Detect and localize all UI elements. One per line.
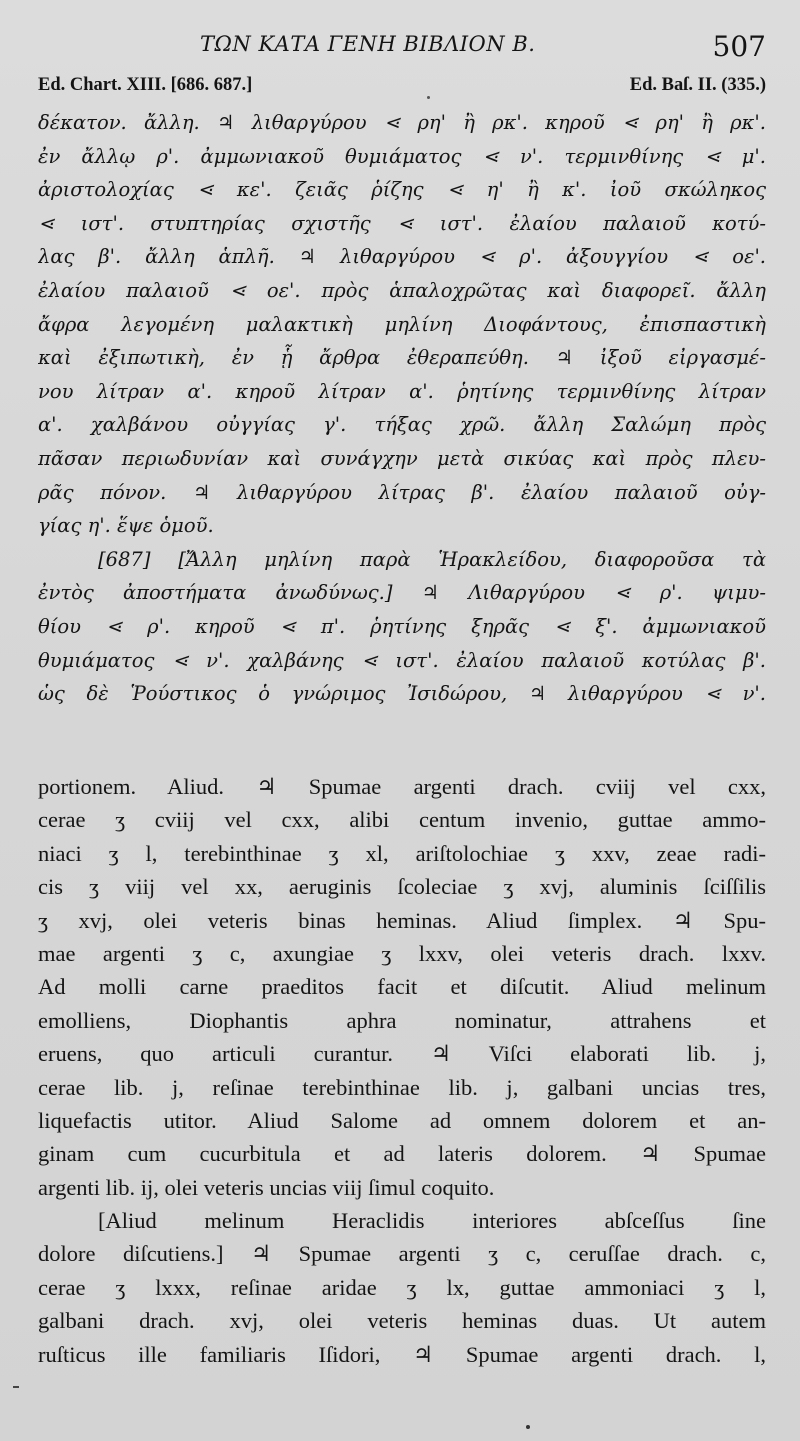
page-number: 507 xyxy=(712,30,766,63)
latin-text-block xyxy=(38,770,766,1371)
edition-chartier: Ed. Chart. XIII. [686. 687.] xyxy=(38,75,253,95)
greek-line: πᾶσαν περιωδυνίαν καὶ συνάγχην μετὰ σικύας καὶ πρὸς πλευ- xyxy=(38,446,766,470)
latin-line: cerae ʒ cviij vel cxx, alibi centum invenio, guttae ammo- xyxy=(38,807,766,833)
latin-line: ginam cum cucurbitula et ad lateris dolorem. ♃ Spumae xyxy=(38,1141,766,1167)
greek-line: καὶ ἐξιπωτικὴ, ἐν ᾗ ἄρθρα ἐθεραπεύθη. ♃ ἰξοῦ εἰργασμέ- xyxy=(38,346,766,370)
greek-line: θυμιάματος ⋖ ν'. χαλβάνης ⋖ ιστ'. ἐλαίου παλαιοῦ κοτύλας β'. xyxy=(38,648,766,672)
latin-line: galbani drach. xvj, olei veteris heminas duas. Ut autem xyxy=(38,1308,766,1334)
margin-mark xyxy=(13,1386,19,1388)
latin-line: argenti lib. ij, olei veteris uncias viij ſimul coquito. xyxy=(38,1174,495,1200)
greek-line: θίου ⋖ ρ'. κηροῦ ⋖ π'. ῥητίνης ξηρᾶς ⋖ ξ'. ἀμμωνιακοῦ xyxy=(38,614,766,638)
latin-line: portionem. Aliud. ♃ Spumae argenti drach. cviij vel cxx, xyxy=(38,774,766,799)
greek-line: ἐλαίου παλαιοῦ ⋖ οε'. πρὸς ἁπαλοχρῶτας καὶ διαφορεῖ. ἄλλη xyxy=(38,278,766,302)
greek-line: γίας η'. ἕψε ὁμοῦ. xyxy=(38,514,214,538)
greek-text-block xyxy=(38,106,766,711)
greek-line: ⋖ ιστ'. στυπτηρίας σχιστῆς ⋖ ιστ'. ἐλαίου παλαιοῦ κοτύ- xyxy=(38,211,766,235)
latin-line: Ad molli carne praeditos facit et diſcutit. Aliud melinum xyxy=(38,974,766,1000)
edition-basel: Ed. Baſ. II. (335.) xyxy=(629,75,766,95)
greek-line: ἄφρα λεγομένη μαλακτικὴ μηλίνη Διοφάντους, ἐπισπαστικὴ xyxy=(38,312,766,336)
greek-line: νου λίτραν α'. κηροῦ λίτραν α'. ῥητίνης τερμινθίνης λίτραν xyxy=(38,379,766,403)
greek-line: ὡς δὲ Ῥούστικος ὁ γνώριμος Ἰσιδώρου, ♃ λιθαργύρου ⋖ ν'. xyxy=(38,682,766,706)
latin-line: niaci ʒ l, terebinthinae ʒ xl, ariſtolochiae ʒ xxv, zeae radi- xyxy=(38,840,766,866)
latin-line: eruens, quo articuli curantur. ♃ Viſci elaborati lib. j, xyxy=(38,1041,766,1067)
greek-line: [687] [Ἄλλη μηλίνη παρὰ Ἡρακλείδου, διαφοροῦσα τὰ xyxy=(98,547,766,571)
running-title: ΤΩΝ ΚΑΤΑ ΓΕΝΗ ΒΙΒΛΙΟΝ Β. xyxy=(200,32,536,56)
greek-line: ἐντὸς ἀποστήματα ἀνωδύνως.] ♃ Λιθαργύρου ⋖ ρ'. ψιμυ- xyxy=(38,581,766,605)
latin-line: ʒ xvj, olei veteris binas heminas. Aliud ſimplex. ♃ Spu- xyxy=(38,907,766,933)
latin-line: cis ʒ viij vel xx, aeruginis ſcoleciae ʒ xvj, aluminis ſciſſilis xyxy=(38,874,766,900)
latin-line: emolliens, Diophantis aphra nominatur, attrahens et xyxy=(38,1007,766,1033)
print-speck xyxy=(526,1425,530,1429)
latin-line: liquefactis utitor. Aliud Salome ad omnem dolorem et an- xyxy=(38,1107,766,1133)
greek-line: ρᾶς πόνον. ♃ λιθαργύρου λίτρας β'. ἐλαίου παλαιοῦ οὐγ- xyxy=(38,480,766,504)
greek-line: α'. χαλβάνου οὐγγίας γ'. τήξας χρῶ. ἄλλη Σαλώμη πρὸς xyxy=(38,413,766,437)
greek-line: λας β'. ἄλλη ἁπλῆ. ♃ λιθαργύρου ⋖ ρ'. ἀξουγγίου ⋖ οε'. xyxy=(38,245,766,269)
latin-line: cerae lib. j, reſinae terebinthinae lib. j, galbani uncias tres, xyxy=(38,1074,766,1100)
latin-line: dolore diſcutiens.] ♃ Spumae argenti ʒ c, ceruſſae drach. c, xyxy=(38,1241,766,1267)
greek-line: δέκατον. ἄλλη. ♃ λιθαργύρου ⋖ ρη' ἢ ρκ'. κηροῦ ⋖ ρη' ἢ ρκ'. xyxy=(38,111,766,134)
greek-line: ἀριστολοχίας ⋖ κε'. ζειᾶς ῥίζης ⋖ η' ἢ κ'. ἰοῦ σκώληκος xyxy=(38,178,766,202)
latin-line: cerae ʒ lxxx, reſinae aridae ʒ lx, guttae ammoniaci ʒ l, xyxy=(38,1274,766,1300)
latin-line: ruſticus ille familiaris Iſidori, ♃ Spumae argenti drach. l, xyxy=(38,1341,766,1367)
edition-line xyxy=(38,75,766,105)
running-head xyxy=(0,30,800,66)
latin-line: mae argenti ʒ c, axungiae ʒ lxxv, olei veteris drach. lxxv. xyxy=(38,940,766,966)
greek-line: ἐν ἄλλῳ ρ'. ἀμμωνιακοῦ θυμιάματος ⋖ ν'. τερμινθίνης ⋖ μ'. xyxy=(38,144,766,168)
latin-line: [Aliud melinum Heraclidis interiores abſceſſus ſine xyxy=(98,1208,766,1234)
